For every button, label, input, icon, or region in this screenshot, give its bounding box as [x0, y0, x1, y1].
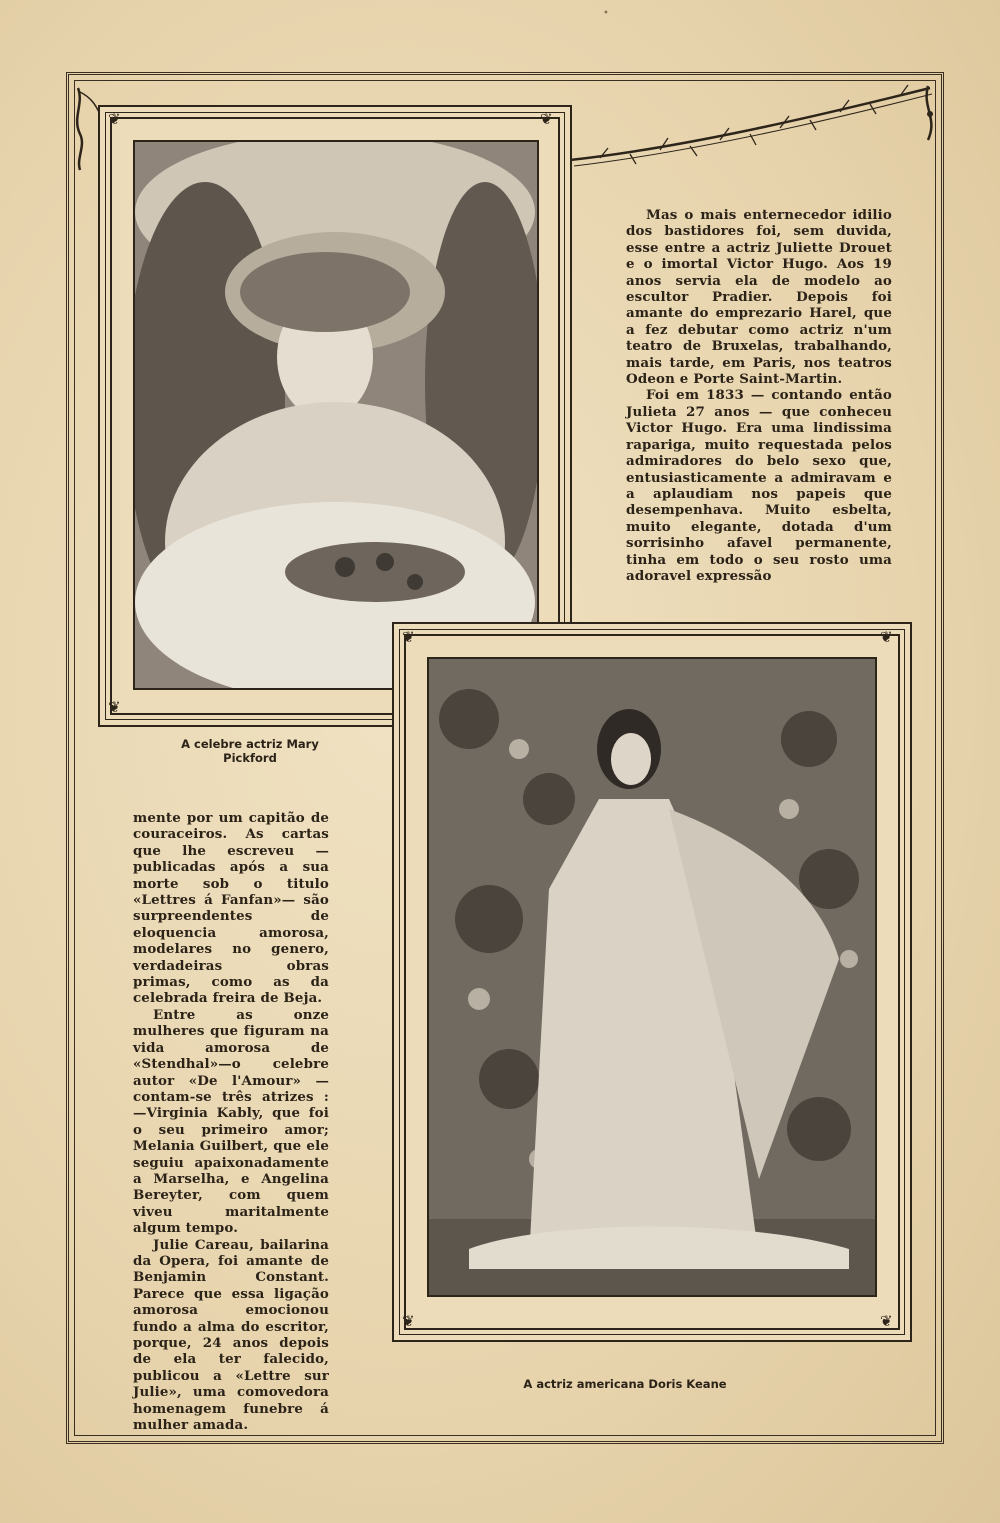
top-article-paragraph: Foi em 1833 — contando então Julieta 27 anos — que conheceu Victor Hugo. Era uma lindissima rapariga, muito requestada pelos admiradores do belo sexo que, entusiasticamente a admiravam e a aplaudiam nos papeis que desempenhava. Muito esbelta, muito elegante, dotada d'um sorrisinho afavel permanente, tinha em todo o seu rosto uma adoravel expressão — [626, 387, 892, 584]
bottom-article-paragraph: Entre as onze mulheres que figuram na vida amorosa de «Stendhal»—o celebre autor «De l'Amour» — contam-se três atrizes : —Virginia Kably, que foi o seu primeiro amor; Melania Guilbert, que ele seguiu apaixonadamente a Marselha, e Angelina Bereyter, com quem viveu maritalmente algum tempo. — [133, 1006, 329, 1237]
pickford-caption — [150, 737, 350, 765]
frame-scroll-ornament: ❦ — [880, 1312, 893, 1330]
top-article-column — [626, 207, 892, 584]
top-article-paragraph: Mas o mais enternecedor idilio dos bastidores foi, sem duvida, esse entre a actriz Juliette Drouet e o imortal Victor Hugo. Aos 19 anos servia ela de modelo ao escultor Pradier. Depois foi amante do emprezario Harel, que a fez debutar como actriz n'um teatro de Bruxelas, trabalhando, mais tarde, em Paris, nos teatros Odeon e Porte Saint-Martin. — [626, 207, 892, 388]
mary-pickford-photo — [133, 140, 539, 690]
bottom-article-paragraph: Julie Careau, bailarina da Opera, foi amante de Benjamin Constant. Parece que essa ligação amorosa emocionou fundo a alma do escritor, porque, 24 anos depois de ela ter falecido, publicou a «Lettre sur Julie», uma comovedora homenagem funebre á mulher amada. — [133, 1236, 329, 1434]
frame-scroll-ornament: ❦ — [402, 628, 415, 646]
garland-ornament — [560, 78, 940, 188]
page-speck: • — [603, 8, 609, 19]
bottom-article-column — [133, 810, 329, 1433]
bottom-article-paragraph: mente por um capitão de couraceiros. As cartas que lhe escreveu —publicadas após a sua morte sob o titulo «Lettres á Fanfan»— são surpreendentes de eloquencia amorosa, modelares no genero, verdadeiras obras primas, como as da celebrada freira de Beja. — [133, 810, 329, 1007]
frame-scroll-ornament: ❦ — [108, 698, 121, 716]
frame-scroll-ornament: ❦ — [108, 110, 121, 128]
frame-scroll-ornament: ❦ — [540, 110, 553, 128]
frame-scroll-ornament: ❦ — [402, 1312, 415, 1330]
keane-caption: A actriz americana Doris Keane — [523, 1377, 727, 1391]
doris-keane-photo — [427, 657, 877, 1297]
frame-scroll-ornament: ❦ — [880, 628, 893, 646]
pickford-caption-line2: Pickford — [223, 751, 277, 765]
pickford-caption-line1: A celebre actriz Mary — [181, 737, 319, 751]
